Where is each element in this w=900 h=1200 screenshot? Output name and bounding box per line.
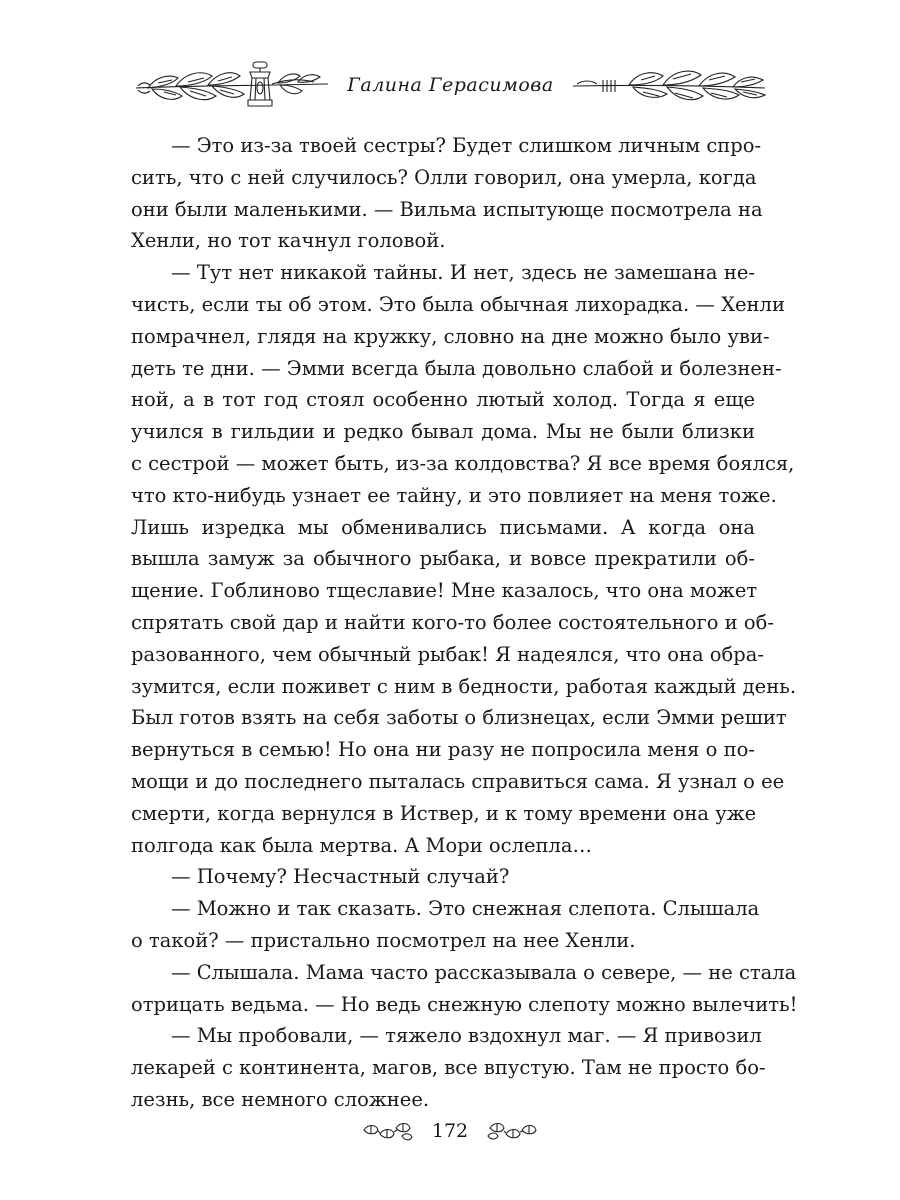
text-line: сить, что с ней случилось? Олли говорил, она умерла, когда — [131, 165, 757, 189]
running-header-author: Галина Герасимова — [347, 74, 554, 96]
text-line: с сестрой — может быть, из-за колдовства? Я все время боялся, — [131, 451, 795, 475]
branch-ornament-icon — [573, 58, 773, 112]
text-line: полгода как была мертва. А Мори ослепла… — [131, 833, 593, 857]
text-line: лекарей с континента, магов, все впустую. Там не просто бо- — [131, 1056, 766, 1080]
body-text — [131, 130, 798, 1116]
text-line: чисть, если ты об этом. Это была обычная лихорадка. — Хенли — [131, 292, 785, 316]
text-line: Лишь изредка мы обменивались письмами. А когда она — [131, 515, 755, 539]
text-line: помрачнел, глядя на кружку, словно на дне можно было уви- — [131, 324, 770, 348]
flower-ornament-icon — [360, 1120, 418, 1146]
text-line: мощи и до последнего пыталась справиться сама. Я узнал о ее — [131, 769, 785, 793]
text-line: зумится, если поживет с ним в бедности, работая каждый день. — [131, 674, 797, 698]
text-line: ной, а в тот год стоял особенно лютый холод. Тогда я еще — [131, 388, 755, 412]
flower-ornament-icon — [482, 1120, 540, 1146]
text-line: — Слышала. Мама часто рассказывала о севере, — не стала — [171, 960, 797, 984]
text-line: Хенли, но тот качнул головой. — [131, 229, 446, 253]
text-line: вернуться в семью! Но она ни разу не попросила меня о по- — [131, 738, 755, 762]
text-line: лезнь, все немного сложнее. — [131, 1087, 430, 1111]
text-line: что кто-нибудь узнает ее тайну, и это повлияет на меня тоже. — [131, 483, 777, 507]
text-line: они были маленькими. — Вильма испытующе посмотрела на — [131, 197, 763, 221]
text-line: Был готов взять на себя заботы о близнецах, если Эмми решит — [131, 706, 787, 730]
text-line: — Это из-за твоей сестры? Будет слишком личным спро- — [171, 134, 762, 157]
lantern-and-branch-ornament-icon — [128, 56, 328, 116]
text-line: — Мы пробовали, — тяжело вздохнул маг. — Я привозил — [171, 1024, 762, 1048]
text-line: о такой? — пристально посмотрел на нее Хенли. — [131, 928, 636, 952]
text-line: деть те дни. — Эмми всегда была довольно слабой и болезнен- — [131, 356, 782, 380]
text-line: вышла замуж за обычного рыбака, и вовсе прекратили об- — [131, 547, 755, 571]
text-line: отрицать ведьма. — Но ведь снежную слепоту можно вылечить! — [131, 992, 798, 1016]
page-footer — [360, 1116, 540, 1150]
text-line: — Можно и так сказать. Это снежная слепота. Слышала — [171, 897, 760, 921]
text-line: спрятать свой дар и найти кого-то более состоятельного и об- — [131, 610, 774, 634]
text-line: смерти, когда вернулся в Иствер, и к тому времени она уже — [131, 801, 757, 825]
text-line: разованного, чем обычный рыбак! Я надеялся, что она обра- — [131, 642, 764, 666]
text-line: учился в гильдии и редко бывал дома. Мы не были близки — [131, 420, 755, 444]
text-line: щение. Гоблиново тщеславие! Мне казалось, что она может — [131, 579, 758, 603]
text-line: — Почему? Несчастный случай? — [171, 865, 510, 889]
running-header — [128, 56, 773, 116]
text-line: — Тут нет никакой тайны. И нет, здесь не замешана не- — [171, 261, 755, 285]
page-number: 172 — [431, 1120, 469, 1142]
